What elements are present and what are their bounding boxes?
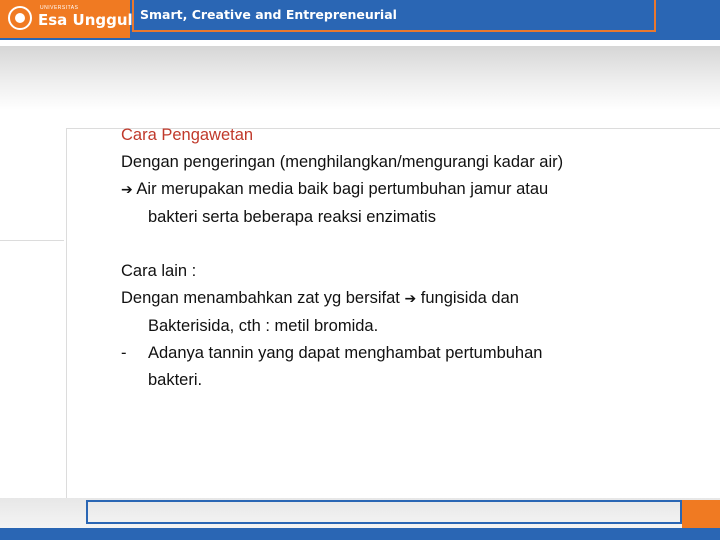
arrow-right-icon: ➔	[404, 291, 417, 307]
list-item	[121, 340, 681, 367]
logo-text: Esa Unggul	[38, 11, 133, 29]
tagline: Smart, Creative and Entrepreneurial	[140, 7, 397, 22]
text-line: bakteri.	[148, 371, 203, 389]
footer-frame	[86, 500, 682, 524]
logo-emblem-icon	[8, 6, 32, 30]
text-line-arrow	[121, 176, 681, 204]
text-line-arrow	[121, 285, 681, 313]
arrow-right-icon: ➔	[121, 182, 133, 198]
list-dash: -	[121, 344, 127, 362]
text-line: Bakterisida, cth : metil bromida.	[148, 317, 379, 335]
shade-band	[0, 46, 720, 110]
text-line: Cara lain :	[121, 262, 197, 280]
header-bar	[0, 0, 720, 40]
decorative-line	[0, 240, 64, 241]
footer-accent	[682, 500, 720, 528]
text-line: Dengan pengeringan (menghilangkan/mengurangi kadar air)	[121, 153, 564, 171]
text-line: Air merupakan media baik bagi pertumbuhan jamur atau	[136, 180, 549, 198]
section-title: Cara Pengawetan	[121, 126, 254, 144]
slide-content	[121, 122, 681, 394]
footer-stripe	[0, 528, 720, 540]
text-line: Dengan menambahkan zat yg bersifat	[121, 289, 400, 307]
text-line: fungisida dan	[420, 289, 519, 307]
text-line: bakteri serta beberapa reaksi enzimatis	[148, 208, 436, 226]
spacer	[121, 231, 681, 258]
logo-small-text: UNIVERSITAS	[40, 5, 79, 11]
text-line: Adanya tannin yang dapat menghambat pertumbuhan	[148, 344, 543, 362]
university-logo	[0, 0, 133, 38]
